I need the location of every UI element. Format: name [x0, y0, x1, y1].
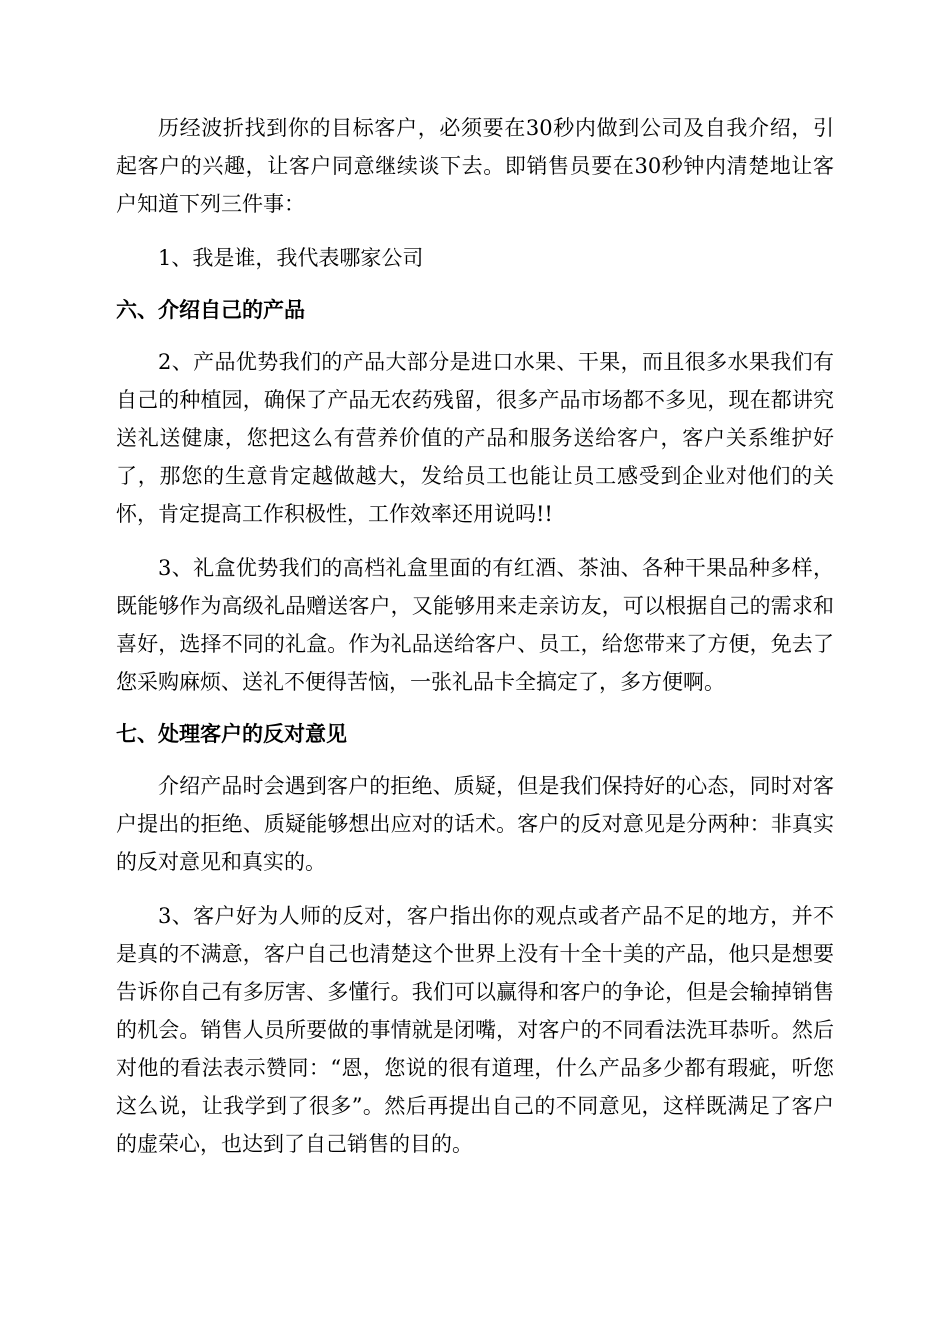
- paragraph-point-1: 1、我是谁，我代表哪家公司: [158, 246, 424, 270]
- paragraph-objections: 介绍产品时会遇到客户的拒绝、质疑，但是我们保持好的心态，同时对客户提出的拒绝、质疑能够想出应对的话术。客户的反对意见是分两种：非真实的反对意见和真实的。: [116, 774, 834, 874]
- section-heading-6: 六、介绍自己的产品: [116, 298, 305, 322]
- section-heading-7: 七、处理客户的反对意见: [116, 722, 347, 746]
- paragraph-intro: 历经波折找到你的目标客户，必须要在30秒内做到公司及自我介绍，引起客户的兴趣，让客户同意继续谈下去。即销售员要在30秒钟内清楚地让客户知道下列三件事：: [116, 116, 834, 216]
- paragraph-point-3: 3、礼盒优势我们的高档礼盒里面的有红酒、茶油、各种干果品种多样，既能够作为高级礼品赠送客户，又能够用来走亲访友，可以根据自己的需求和喜好，选择不同的礼盒。作为礼品送给客户、员工，给您带来了方便，免去了您采购麻烦、送礼不便得苦恼，一张礼品卡全搞定了，多方便啊。: [116, 556, 834, 694]
- document-page: [116, 109, 834, 1163]
- paragraph-point-2: 2、产品优势我们的产品大部分是进口水果、干果，而且很多水果我们有自己的种植园，确保了产品无农药残留，很多产品市场都不多见，现在都讲究送礼送健康，您把这么有营养价值的产品和服务送给客户，客户关系维护好了，那您的生意肯定越做越大，发给员工也能让员工感受到企业对他们的关怀，肯定提高工作积极性，工作效率还用说吗!!: [116, 350, 834, 526]
- paragraph-objection-3: 3、客户好为人师的反对，客户指出你的观点或者产品不足的地方，并不是真的不满意，客户自己也清楚这个世界上没有十全十美的产品，他只是想要告诉你自己有多厉害、多懂行。我们可以赢得和客户的争论，但是会输掉销售的机会。销售人员所要做的事情就是闭嘴，对客户的不同看法洗耳恭听。然后对他的看法表示赞同：“恩，您说的很有道理，什么产品多少都有瑕疵，听您这么说，让我学到了很多”。然后再提出自己的不同意见，这样既满足了客户的虚荣心，也达到了自己销售的目的。: [116, 904, 834, 1156]
